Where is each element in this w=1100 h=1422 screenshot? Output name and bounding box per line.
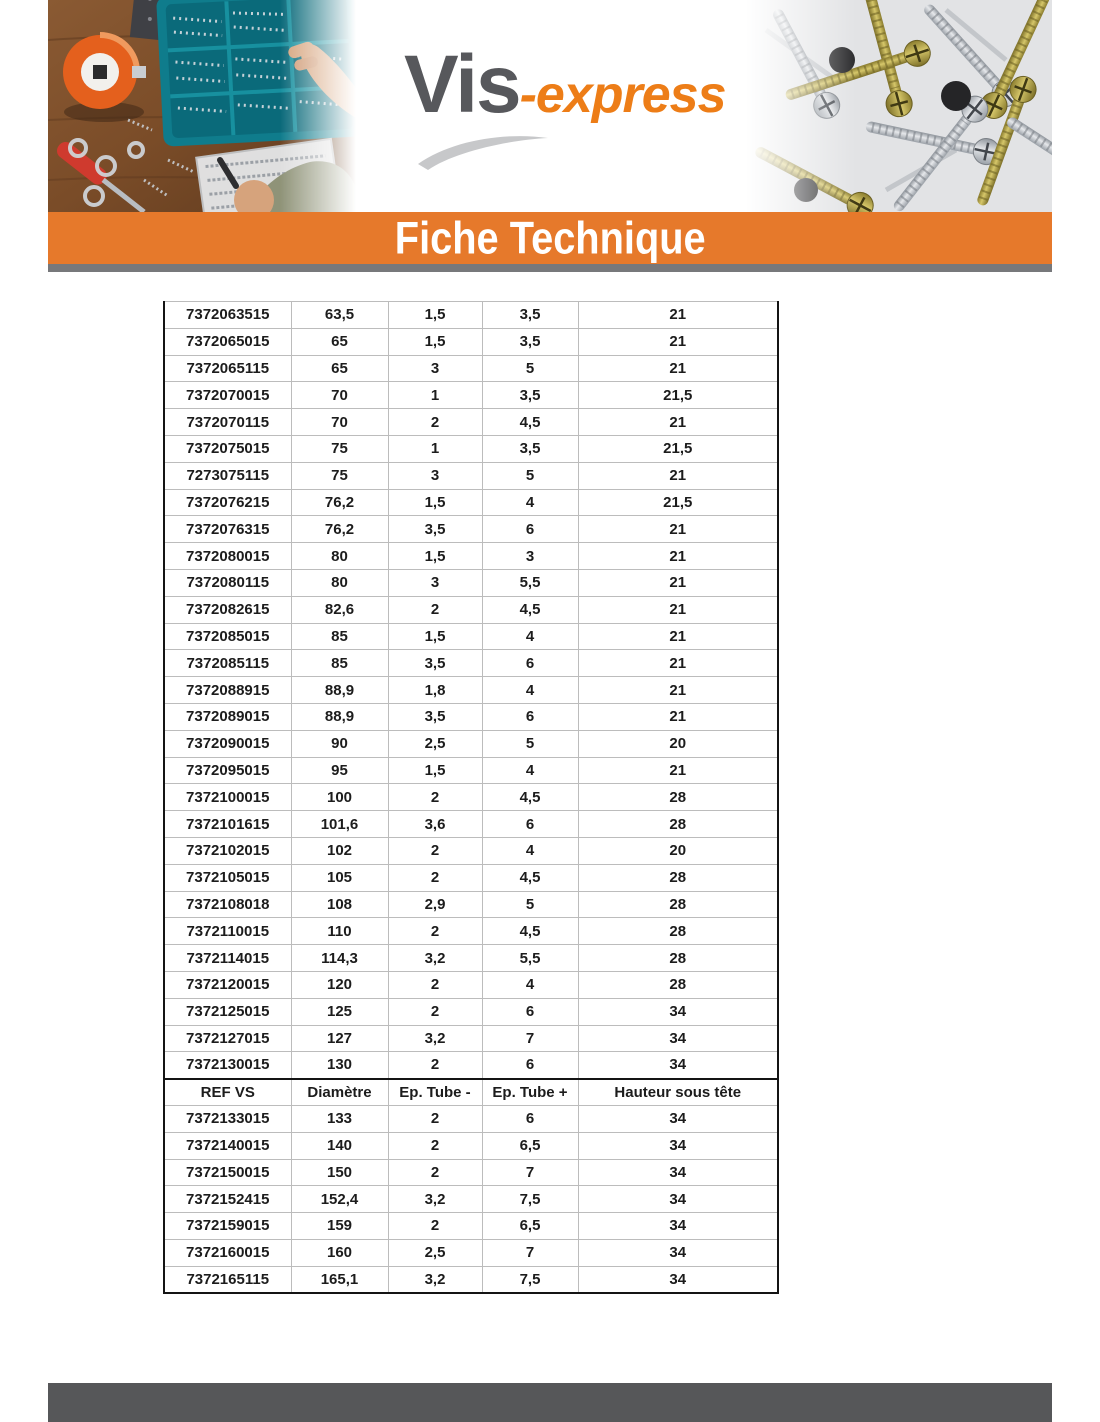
cell-diametre: 101,6: [291, 811, 388, 838]
brand-name-primary: Vis: [404, 39, 520, 130]
table-row: [164, 489, 778, 516]
cell-ep-tube-plus: 4: [482, 971, 578, 998]
cell-diametre: 130: [291, 1052, 388, 1079]
cell-diametre: 80: [291, 543, 388, 570]
cell-ref-vs: 7372075015: [164, 435, 291, 462]
cell-diametre: 63,5: [291, 302, 388, 329]
cell-ep-tube-minus: 2: [388, 918, 482, 945]
cell-diametre: 70: [291, 382, 388, 409]
cell-ep-tube-minus: 1,5: [388, 489, 482, 516]
cell-ep-tube-plus: 5: [482, 891, 578, 918]
cell-hauteur-sous-tete: 28: [578, 784, 778, 811]
cell-hauteur-sous-tete: 21: [578, 703, 778, 730]
cell-hauteur-sous-tete: 21,5: [578, 435, 778, 462]
cell-hauteur-sous-tete: 20: [578, 837, 778, 864]
cell-ref-vs: 7372070115: [164, 409, 291, 436]
table-row: [164, 596, 778, 623]
cell-diametre: 165,1: [291, 1266, 388, 1293]
cell-ref-vs: 7372080115: [164, 569, 291, 596]
cell-diametre: 152,4: [291, 1186, 388, 1213]
cell-ep-tube-minus: Ep. Tube -: [388, 1079, 482, 1106]
table-row: [164, 1159, 778, 1186]
cell-hauteur-sous-tete: 34: [578, 1186, 778, 1213]
cell-ep-tube-plus: 6: [482, 650, 578, 677]
table-row: [164, 435, 778, 462]
table-row: [164, 757, 778, 784]
cell-ep-tube-minus: 2: [388, 784, 482, 811]
cell-ref-vs: 7372120015: [164, 971, 291, 998]
cell-ep-tube-minus: 2,5: [388, 730, 482, 757]
cell-ep-tube-plus: 6: [482, 516, 578, 543]
cell-ep-tube-minus: 3,2: [388, 1025, 482, 1052]
cell-ep-tube-plus: 6,5: [482, 1213, 578, 1240]
cell-ref-vs: 7372108018: [164, 891, 291, 918]
cell-ref-vs: 7372110015: [164, 918, 291, 945]
cell-hauteur-sous-tete: 21: [578, 623, 778, 650]
cell-ep-tube-minus: 1,5: [388, 757, 482, 784]
cell-ref-vs: 7372070015: [164, 382, 291, 409]
table-row: [164, 945, 778, 972]
cell-ref-vs: 7372102015: [164, 837, 291, 864]
table-row: [164, 328, 778, 355]
cell-ep-tube-minus: 1,5: [388, 623, 482, 650]
cell-ep-tube-minus: 3: [388, 355, 482, 382]
cell-ref-vs: 7372085015: [164, 623, 291, 650]
table-row: [164, 677, 778, 704]
cell-ref-vs: 7372076315: [164, 516, 291, 543]
table-row: [164, 811, 778, 838]
cell-ep-tube-minus: 2: [388, 1213, 482, 1240]
cell-ep-tube-minus: 3,2: [388, 945, 482, 972]
brand-logo: [404, 39, 744, 130]
table-row: [164, 1239, 778, 1266]
logo-swoosh-icon: [414, 130, 552, 170]
title-banner: [48, 212, 1052, 264]
footer-bar: [48, 1383, 1052, 1422]
cell-hauteur-sous-tete: 21: [578, 596, 778, 623]
cell-ep-tube-minus: 3,5: [388, 516, 482, 543]
brand-name-suffix: -express: [519, 66, 726, 124]
cell-ref-vs: 7372085115: [164, 650, 291, 677]
cell-diametre: 76,2: [291, 516, 388, 543]
cell-ep-tube-plus: 6: [482, 1052, 578, 1079]
cell-ep-tube-plus: 4: [482, 677, 578, 704]
cell-ref-vs: 7372063515: [164, 302, 291, 329]
cell-ep-tube-plus: 4,5: [482, 918, 578, 945]
cell-ref-vs: 7372082615: [164, 596, 291, 623]
cell-diametre: 159: [291, 1213, 388, 1240]
cell-ref-vs: 7372089015: [164, 703, 291, 730]
cell-diametre: 140: [291, 1132, 388, 1159]
cell-ref-vs: 7372150015: [164, 1159, 291, 1186]
cell-ep-tube-minus: 3,6: [388, 811, 482, 838]
cell-hauteur-sous-tete: 21: [578, 757, 778, 784]
cell-ep-tube-minus: 3,2: [388, 1186, 482, 1213]
cell-diametre: 95: [291, 757, 388, 784]
table-row: [164, 623, 778, 650]
cell-ep-tube-plus: 6,5: [482, 1132, 578, 1159]
cell-ep-tube-plus: 7,5: [482, 1266, 578, 1293]
cell-hauteur-sous-tete: 34: [578, 1132, 778, 1159]
cell-ep-tube-minus: 1,5: [388, 328, 482, 355]
cell-diametre: 100: [291, 784, 388, 811]
cell-ep-tube-minus: 3,5: [388, 650, 482, 677]
cell-ep-tube-minus: 3,5: [388, 703, 482, 730]
cell-hauteur-sous-tete: 28: [578, 864, 778, 891]
cell-diametre: 75: [291, 462, 388, 489]
cell-ep-tube-minus: 2: [388, 1105, 482, 1132]
cell-diametre: 120: [291, 971, 388, 998]
cell-diametre: 75: [291, 435, 388, 462]
table-row: [164, 1213, 778, 1240]
cell-ref-vs: 7372100015: [164, 784, 291, 811]
cell-ep-tube-plus: 3,5: [482, 435, 578, 462]
table-row: [164, 971, 778, 998]
cell-ep-tube-plus: 7: [482, 1239, 578, 1266]
cell-hauteur-sous-tete: 34: [578, 1025, 778, 1052]
cell-hauteur-sous-tete: 28: [578, 945, 778, 972]
cell-ep-tube-minus: 1,8: [388, 677, 482, 704]
cell-hauteur-sous-tete: 20: [578, 730, 778, 757]
cell-hauteur-sous-tete: 21,5: [578, 489, 778, 516]
cell-diametre: Diamètre: [291, 1079, 388, 1106]
cell-ref-vs: 7372152415: [164, 1186, 291, 1213]
table-row: [164, 864, 778, 891]
cell-diametre: 85: [291, 623, 388, 650]
cell-ref-vs: 7273075115: [164, 462, 291, 489]
cell-diametre: 102: [291, 837, 388, 864]
cell-ep-tube-plus: Ep. Tube +: [482, 1079, 578, 1106]
table-row: [164, 516, 778, 543]
table-row: [164, 1266, 778, 1293]
cell-ref-vs: 7372095015: [164, 757, 291, 784]
cell-ep-tube-plus: 7: [482, 1025, 578, 1052]
cell-ep-tube-plus: 4,5: [482, 864, 578, 891]
cell-hauteur-sous-tete: 28: [578, 891, 778, 918]
cell-ep-tube-plus: 3,5: [482, 328, 578, 355]
cell-hauteur-sous-tete: 21: [578, 302, 778, 329]
cell-ep-tube-plus: 5: [482, 462, 578, 489]
cell-diametre: 70: [291, 409, 388, 436]
cell-hauteur-sous-tete: 28: [578, 811, 778, 838]
cell-hauteur-sous-tete: 21,5: [578, 382, 778, 409]
cell-diametre: 65: [291, 355, 388, 382]
cell-diametre: 110: [291, 918, 388, 945]
cell-ep-tube-minus: 3: [388, 462, 482, 489]
table-row: [164, 1132, 778, 1159]
cell-ep-tube-plus: 5,5: [482, 945, 578, 972]
table-row: [164, 355, 778, 382]
cell-ep-tube-plus: 4,5: [482, 409, 578, 436]
cell-ep-tube-plus: 4: [482, 837, 578, 864]
cell-diametre: 90: [291, 730, 388, 757]
cell-diametre: 114,3: [291, 945, 388, 972]
cell-ref-vs: 7372065115: [164, 355, 291, 382]
cell-ep-tube-plus: 5: [482, 355, 578, 382]
cell-ep-tube-minus: 2,5: [388, 1239, 482, 1266]
cell-hauteur-sous-tete: Hauteur sous tête: [578, 1079, 778, 1106]
table-row: [164, 302, 778, 329]
cell-hauteur-sous-tete: 34: [578, 1052, 778, 1079]
cell-diametre: 127: [291, 1025, 388, 1052]
cell-ep-tube-minus: 1,5: [388, 543, 482, 570]
table-row: [164, 730, 778, 757]
cell-ref-vs: 7372090015: [164, 730, 291, 757]
cell-hauteur-sous-tete: 21: [578, 462, 778, 489]
cell-ref-vs: 7372101615: [164, 811, 291, 838]
cell-ref-vs: 7372065015: [164, 328, 291, 355]
cell-ep-tube-minus: 2: [388, 998, 482, 1025]
cell-hauteur-sous-tete: 28: [578, 918, 778, 945]
cell-ref-vs: 7372159015: [164, 1213, 291, 1240]
cell-diametre: 108: [291, 891, 388, 918]
cell-ep-tube-plus: 7,5: [482, 1186, 578, 1213]
cell-hauteur-sous-tete: 34: [578, 1159, 778, 1186]
cell-hauteur-sous-tete: 34: [578, 1239, 778, 1266]
screws-pile-photo-icon: [746, 0, 1052, 212]
cell-diametre: 88,9: [291, 677, 388, 704]
table-row: [164, 1052, 778, 1079]
cell-diametre: 150: [291, 1159, 388, 1186]
table-row: [164, 837, 778, 864]
cell-diametre: 160: [291, 1239, 388, 1266]
cell-ep-tube-minus: 2: [388, 864, 482, 891]
cell-ep-tube-minus: 3,2: [388, 1266, 482, 1293]
cell-ep-tube-plus: 6: [482, 998, 578, 1025]
cell-ep-tube-plus: 3: [482, 543, 578, 570]
cell-ep-tube-plus: 6: [482, 703, 578, 730]
cell-ep-tube-plus: 4: [482, 623, 578, 650]
cell-ep-tube-plus: 6: [482, 1105, 578, 1132]
cell-ep-tube-plus: 3,5: [482, 382, 578, 409]
cell-ep-tube-minus: 2: [388, 1052, 482, 1079]
cell-ep-tube-minus: 1: [388, 382, 482, 409]
cell-hauteur-sous-tete: 21: [578, 355, 778, 382]
workbench-photo-icon: [48, 0, 356, 212]
cell-ref-vs: 7372140015: [164, 1132, 291, 1159]
table-row: [164, 998, 778, 1025]
cell-ep-tube-minus: 2: [388, 971, 482, 998]
cell-hauteur-sous-tete: 34: [578, 1213, 778, 1240]
cell-ep-tube-plus: 7: [482, 1159, 578, 1186]
table-header-row: [164, 1079, 778, 1106]
cell-ref-vs: REF VS: [164, 1079, 291, 1106]
cell-hauteur-sous-tete: 21: [578, 543, 778, 570]
cell-ep-tube-plus: 4,5: [482, 784, 578, 811]
cell-hauteur-sous-tete: 34: [578, 998, 778, 1025]
cell-ref-vs: 7372165115: [164, 1266, 291, 1293]
cell-ep-tube-minus: 2,9: [388, 891, 482, 918]
cell-diametre: 125: [291, 998, 388, 1025]
cell-diametre: 82,6: [291, 596, 388, 623]
table-row: [164, 1105, 778, 1132]
table-row: [164, 409, 778, 436]
cell-diametre: 80: [291, 569, 388, 596]
table-row: [164, 918, 778, 945]
cell-hauteur-sous-tete: 34: [578, 1266, 778, 1293]
table-row: [164, 543, 778, 570]
table-row: [164, 382, 778, 409]
cell-ep-tube-plus: 4: [482, 489, 578, 516]
cell-ref-vs: 7372125015: [164, 998, 291, 1025]
cell-ep-tube-plus: 4,5: [482, 596, 578, 623]
table-row: [164, 891, 778, 918]
cell-ep-tube-minus: 2: [388, 596, 482, 623]
cell-diametre: 88,9: [291, 703, 388, 730]
cell-ref-vs: 7372114015: [164, 945, 291, 972]
cell-hauteur-sous-tete: 34: [578, 1105, 778, 1132]
cell-hauteur-sous-tete: 21: [578, 569, 778, 596]
cell-ep-tube-minus: 1,5: [388, 302, 482, 329]
cell-ref-vs: 7372130015: [164, 1052, 291, 1079]
cell-ref-vs: 7372133015: [164, 1105, 291, 1132]
page-title: Fiche Technique: [394, 212, 706, 263]
cell-ep-tube-minus: 2: [388, 1159, 482, 1186]
cell-ep-tube-plus: 6: [482, 811, 578, 838]
cell-ref-vs: 7372160015: [164, 1239, 291, 1266]
table-row: [164, 703, 778, 730]
cell-ep-tube-minus: 2: [388, 837, 482, 864]
cell-ep-tube-plus: 5,5: [482, 569, 578, 596]
cell-ep-tube-minus: 3: [388, 569, 482, 596]
cell-hauteur-sous-tete: 21: [578, 516, 778, 543]
cell-hauteur-sous-tete: 21: [578, 650, 778, 677]
cell-ref-vs: 7372088915: [164, 677, 291, 704]
cell-diametre: 76,2: [291, 489, 388, 516]
cell-ref-vs: 7372105015: [164, 864, 291, 891]
spec-table: [163, 301, 779, 1294]
cell-hauteur-sous-tete: 21: [578, 677, 778, 704]
cell-ep-tube-plus: 5: [482, 730, 578, 757]
cell-diametre: 65: [291, 328, 388, 355]
cell-ref-vs: 7372076215: [164, 489, 291, 516]
cell-diametre: 133: [291, 1105, 388, 1132]
cell-ep-tube-minus: 1: [388, 435, 482, 462]
divider-bar-top: [48, 264, 1052, 272]
cell-ep-tube-plus: 4: [482, 757, 578, 784]
table-row: [164, 569, 778, 596]
cell-ep-tube-minus: 2: [388, 409, 482, 436]
table-row: [164, 784, 778, 811]
cell-ep-tube-plus: 3,5: [482, 302, 578, 329]
cell-diametre: 85: [291, 650, 388, 677]
cell-ep-tube-minus: 2: [388, 1132, 482, 1159]
table-row: [164, 1025, 778, 1052]
table-row: [164, 462, 778, 489]
table-row: [164, 650, 778, 677]
cell-ref-vs: 7372080015: [164, 543, 291, 570]
cell-diametre: 105: [291, 864, 388, 891]
cell-ref-vs: 7372127015: [164, 1025, 291, 1052]
cell-hauteur-sous-tete: 21: [578, 409, 778, 436]
table-row: [164, 1186, 778, 1213]
cell-hauteur-sous-tete: 28: [578, 971, 778, 998]
header-collage: [48, 0, 1052, 212]
cell-hauteur-sous-tete: 21: [578, 328, 778, 355]
